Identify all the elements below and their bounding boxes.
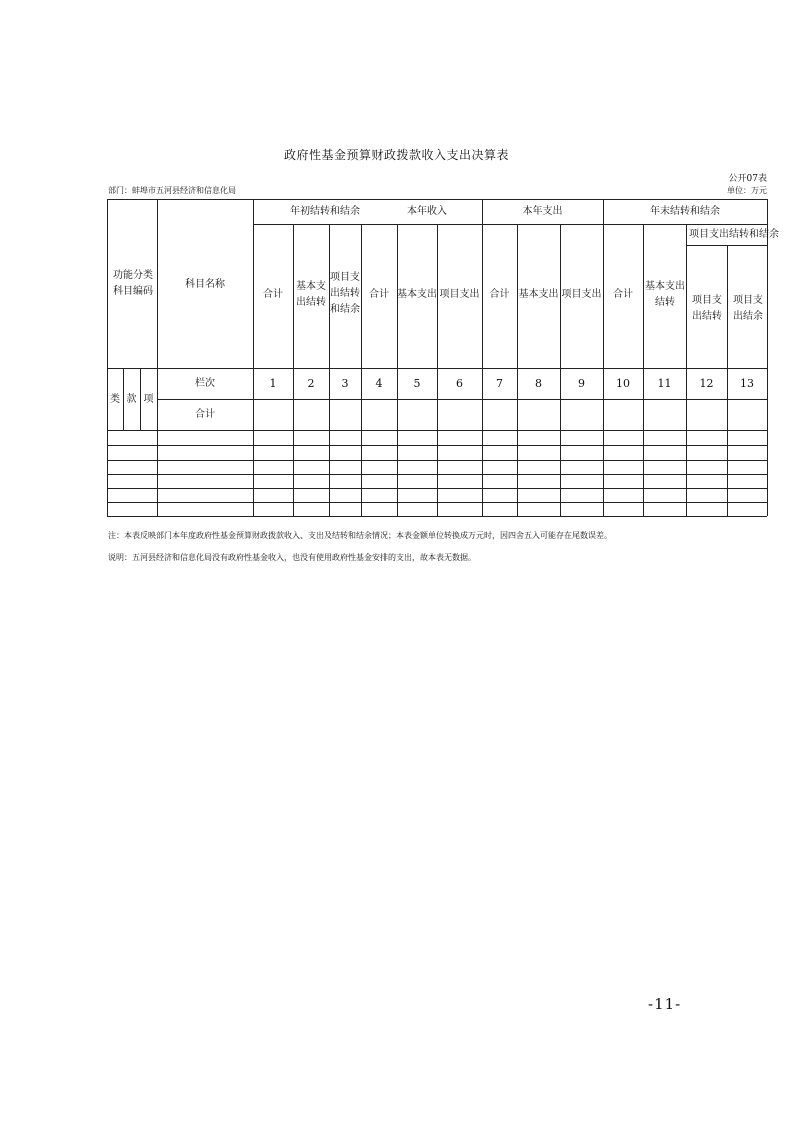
column-divider	[482, 199, 483, 516]
row-label-lanci: 栏次	[195, 378, 215, 389]
page-number: -11-	[648, 995, 682, 1013]
column-number: 5	[413, 377, 421, 390]
column-number: 2	[307, 377, 315, 390]
table-border-top	[107, 199, 767, 200]
table-explanation: 说明：五河县经济和信息化局没有政府性基金收入，也没有使用政府性基金安排的支出，故本表无数据。	[108, 553, 476, 562]
table-border-right	[767, 199, 768, 516]
header-col-total: 合计	[613, 289, 633, 300]
column-divider	[253, 199, 254, 516]
header-col-basic-exp: 基本支出	[518, 289, 559, 300]
header-col-project-exp: 项目支出	[561, 289, 602, 300]
column-divider	[157, 199, 158, 516]
header-col-total: 合计	[489, 289, 510, 300]
header-group-begin: 年初结转和结余	[290, 206, 360, 217]
column-divider	[603, 199, 604, 516]
column-number: 10	[616, 377, 630, 390]
column-number: 13	[740, 377, 754, 390]
table-note: 注：本表反映部门本年度政府性基金预算财政拨款收入、支出及结转和结余情况；本表金额单位转换成万元时，因四舍五入可能存在尾数误差。	[108, 531, 612, 540]
header-group-expense: 本年支出	[522, 206, 563, 217]
header-subject-name: 科目名称	[185, 279, 225, 290]
header-col-project-carry: 项目支出结转和结余	[330, 272, 360, 315]
document-title: 政府性基金预算财政拨款收入支出决算表	[283, 148, 509, 162]
column-number: 8	[535, 377, 542, 390]
header-col-project-surplus: 项目支出结余	[733, 295, 763, 322]
code-kuan-label: 款	[126, 394, 137, 405]
column-number: 9	[578, 377, 585, 390]
column-number: 12	[699, 377, 714, 390]
header-col-basic-carry: 基本支出结转	[296, 281, 326, 308]
header-func-code: 功能分类科目编码	[113, 270, 153, 297]
table-border-bottom	[107, 516, 767, 517]
column-number: 6	[456, 377, 463, 390]
header-group-income: 本年收入	[407, 206, 447, 217]
header-col-total: 合计	[263, 289, 283, 300]
header-sub-project: 项目支出结转和结余	[689, 228, 779, 240]
column-number: 4	[375, 377, 383, 390]
department-label: 部门：蚌埠市五河县经济和信息化局	[108, 186, 236, 195]
table-border-left	[107, 199, 108, 516]
header-col-project-carry2: 项目支出结转	[692, 295, 722, 322]
code-lei-label: 类	[110, 394, 120, 405]
code-xiang-label: 项	[143, 394, 154, 405]
form-code: 公开07表	[728, 174, 767, 184]
column-number: 7	[496, 377, 503, 390]
row-label-heji: 合计	[195, 409, 215, 420]
column-number: 1	[269, 377, 277, 390]
header-col-total: 合计	[369, 289, 389, 300]
header-col-basic-carry: 基本支出结转	[645, 281, 685, 308]
row-divider	[157, 399, 767, 400]
column-number: 11	[657, 377, 672, 390]
header-col-project-exp: 项目支出	[439, 289, 480, 300]
header-col-basic-exp: 基本支出	[397, 289, 437, 300]
header-group-end: 年末结转和结余	[650, 206, 720, 217]
unit-label: 单位：万元	[727, 186, 767, 195]
column-number: 3	[341, 377, 349, 390]
